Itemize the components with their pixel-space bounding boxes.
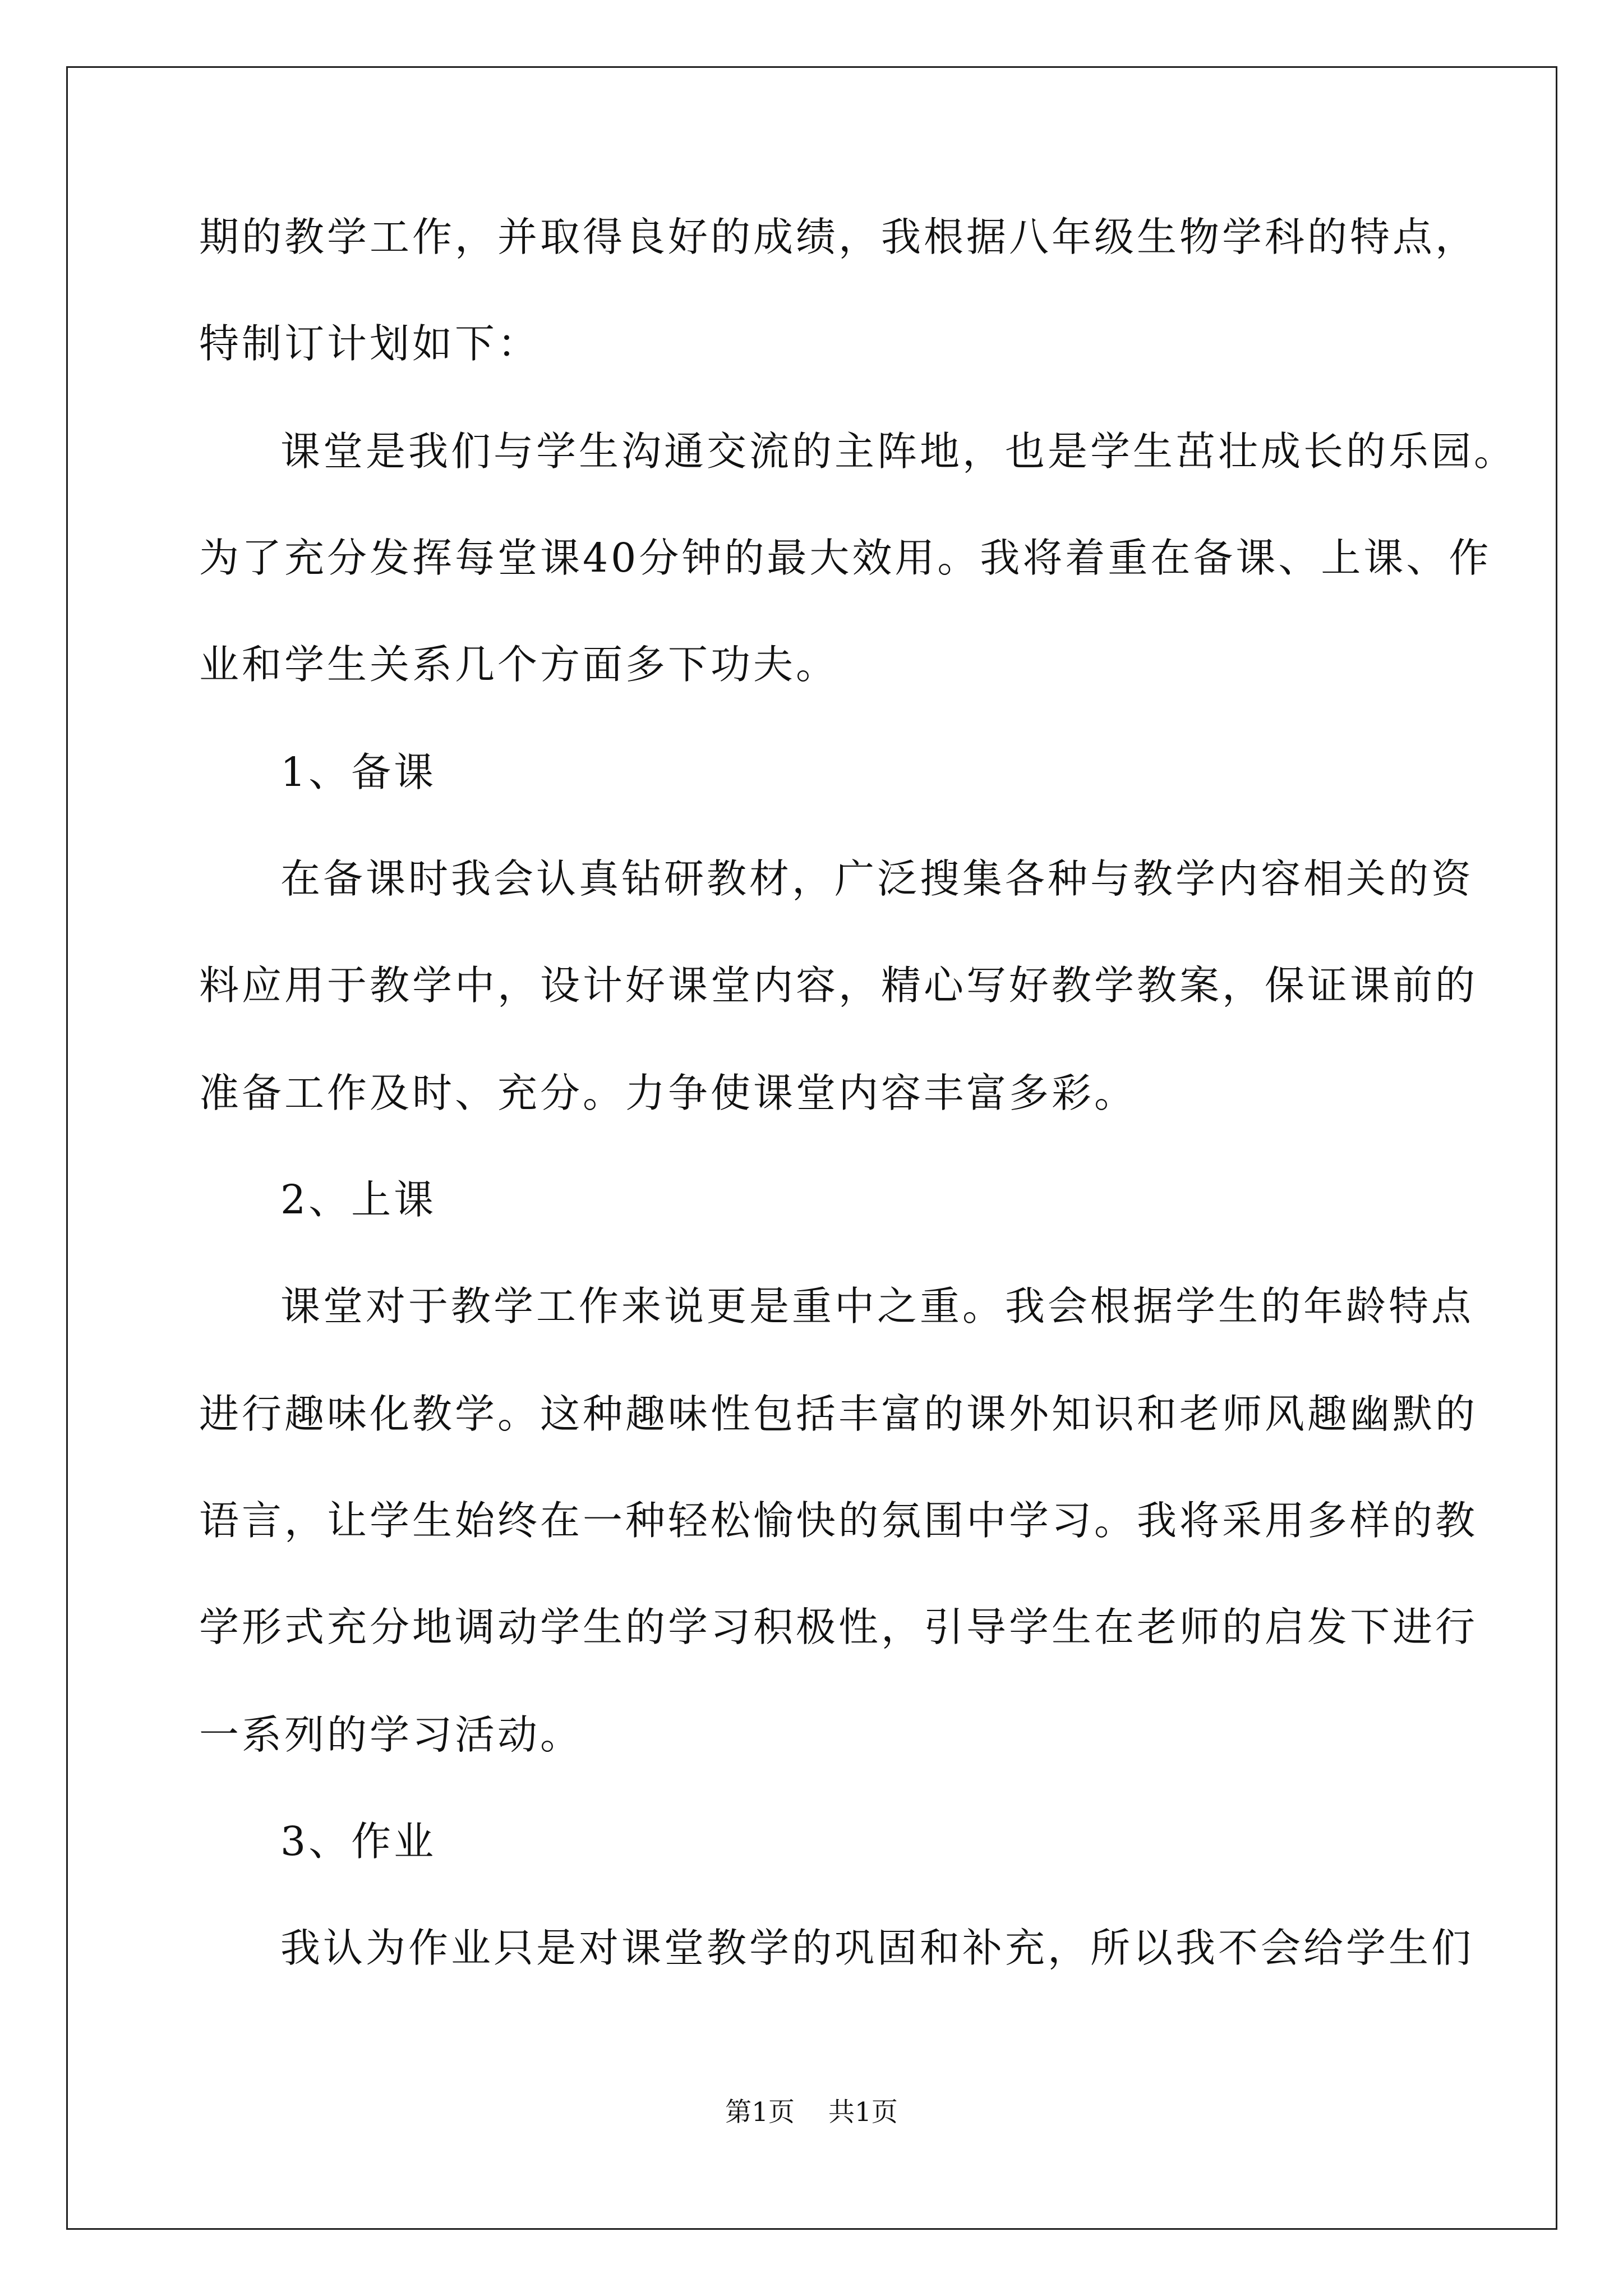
page-footer [0,2096,1623,2129]
page-total: 共1页 [828,2097,898,2128]
body-text-line: 特制订计划如下： [199,320,541,367]
paragraph-start-line: 课堂是我们与学生沟通交流的主阵地，也是学生茁壮成长的乐园。 [280,428,1517,475]
paragraph-start-line: 课堂对于教学工作来说更是重中之重。我会根据学生的年龄特点 [280,1283,1474,1329]
section-heading: 3、作业 [280,1818,437,1865]
body-text-line: 准备工作及时、充分。力争使课堂内容丰富多彩。 [199,1070,1137,1116]
paragraph-start-line: 在备课时我会认真钻研教材，广泛搜集各种与教学内容相关的资 [280,855,1474,902]
paragraph-start-line: 我认为作业只是对课堂教学的巩固和补充，所以我不会给学生们 [280,1925,1474,1971]
body-text-line: 语言，让学生始终在一种轻松愉快的氛围中学习。我将采用多样的教 [199,1497,1478,1544]
page-number: 第1页 [725,2097,795,2128]
section-heading: 1、备课 [280,749,437,795]
body-text-line: 学形式充分地调动学生的学习积极性，引导学生在老师的启发下进行 [199,1604,1478,1650]
body-text-line: 期的教学工作，并取得良好的成绩，我根据八年级生物学科的特点， [199,214,1478,260]
body-text-line: 一系列的学习活动。 [199,1711,583,1758]
section-heading: 2、上课 [280,1176,437,1223]
page-border [66,66,1557,2230]
body-text-line: 业和学生关系几个方面多下功夫。 [199,641,839,688]
body-text-line: 进行趣味化教学。这种趣味性包括丰富的课外知识和老师风趣幽默的 [199,1391,1478,1437]
body-text-line: 为了充分发挥每堂课40分钟的最大效用。我将着重在备课、上课、作 [199,535,1492,581]
body-text-line: 料应用于教学中，设计好课堂内容，精心写好教学教案，保证课前的 [199,962,1478,1009]
